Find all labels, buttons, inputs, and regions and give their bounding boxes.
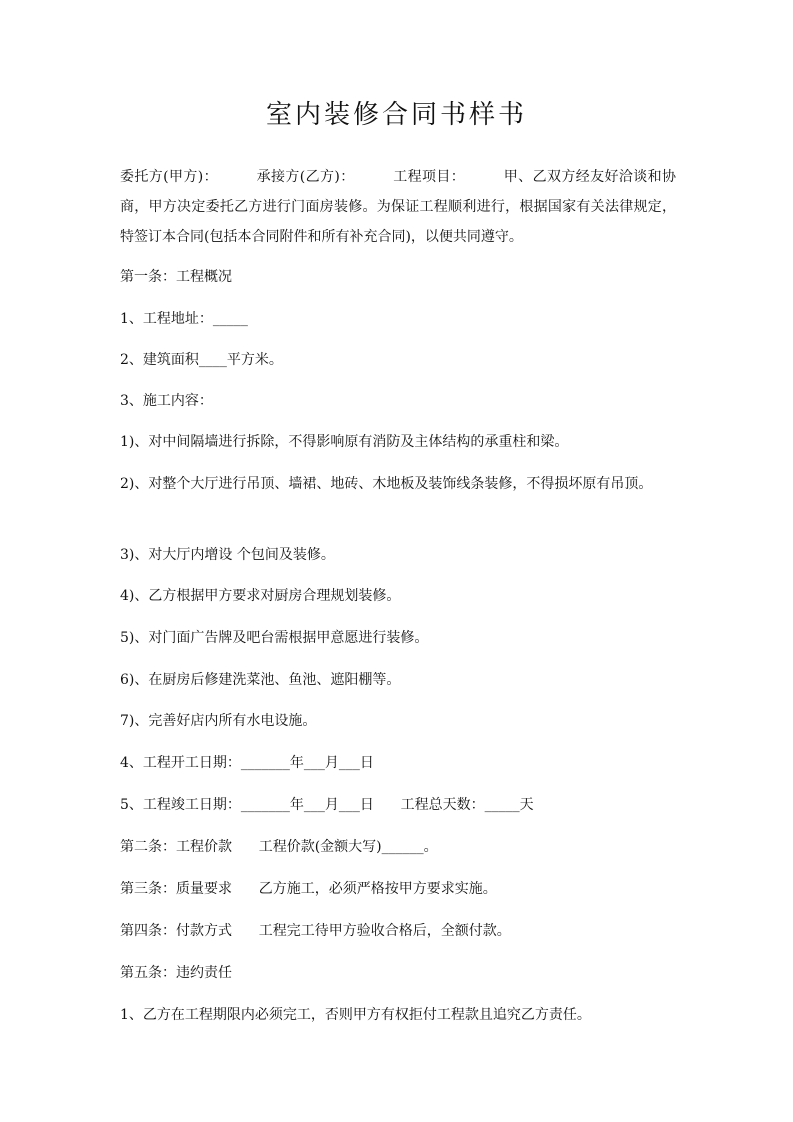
- article2-price: 第二条：工程价款 工程价款(金额大写)______。: [120, 839, 438, 855]
- article5-heading: 第五条：违约责任: [120, 965, 232, 981]
- project-address-line: 1、工程地址：_____: [120, 311, 248, 327]
- intro-paragraph: 委托方(甲方)： 承接方(乙方)： 工程项目： 甲、乙双方经友好洽谈和协商，甲方决定委托乙方进行门面房装修。为保证工程顺利进行，根据国家有关法律规定，特签订本合同(包括本合同附件和所有补充合同)，以便共同遵守。: [120, 169, 676, 245]
- construction-content-line: 3、施工内容：: [120, 393, 213, 409]
- content-item-1: 1)、对中间隔墙进行拆除，不得影响原有消防及主体结构的承重柱和梁。: [120, 434, 569, 450]
- article1-heading: 第一条：工程概况: [120, 269, 232, 285]
- content-item-7: 7)、完善好店内所有水电设施。: [120, 713, 317, 729]
- breach-item-1: 1、乙方在工程期限内必须完工，否则甲方有权拒付工程款且追究乙方责任。: [120, 1007, 591, 1023]
- start-date-line: 4、工程开工日期：_______年___月___日: [120, 755, 374, 771]
- completion-date-line: 5、工程竣工日期：_______年___月___日 工程总天数：_____天: [120, 797, 534, 813]
- article4-payment: 第四条：付款方式 工程完工待甲方验收合格后，全额付款。: [120, 923, 511, 939]
- content-item-6: 6)、在厨房后修建洗菜池、鱼池、遮阳棚等。: [120, 672, 401, 688]
- content-item-5: 5)、对门面广告牌及吧台需根据甲意愿进行装修。: [120, 630, 429, 646]
- article3-quality: 第三条：质量要求 乙方施工，必须严格按甲方要求实施。: [120, 881, 497, 897]
- content-item-4: 4)、乙方根据甲方要求对厨房合理规划装修。: [120, 588, 401, 604]
- document-title: 室内装修合同书样书: [265, 100, 527, 130]
- content-item-3: 3)、对大厅内增设 个包间及装修。: [120, 547, 335, 563]
- content-item-2: 2)、对整个大厅进行吊顶、墙裙、地砖、木地板及装饰线条装修，不得损坏原有吊顶。: [120, 476, 653, 492]
- building-area-line: 2、建筑面积____平方米。: [120, 352, 283, 368]
